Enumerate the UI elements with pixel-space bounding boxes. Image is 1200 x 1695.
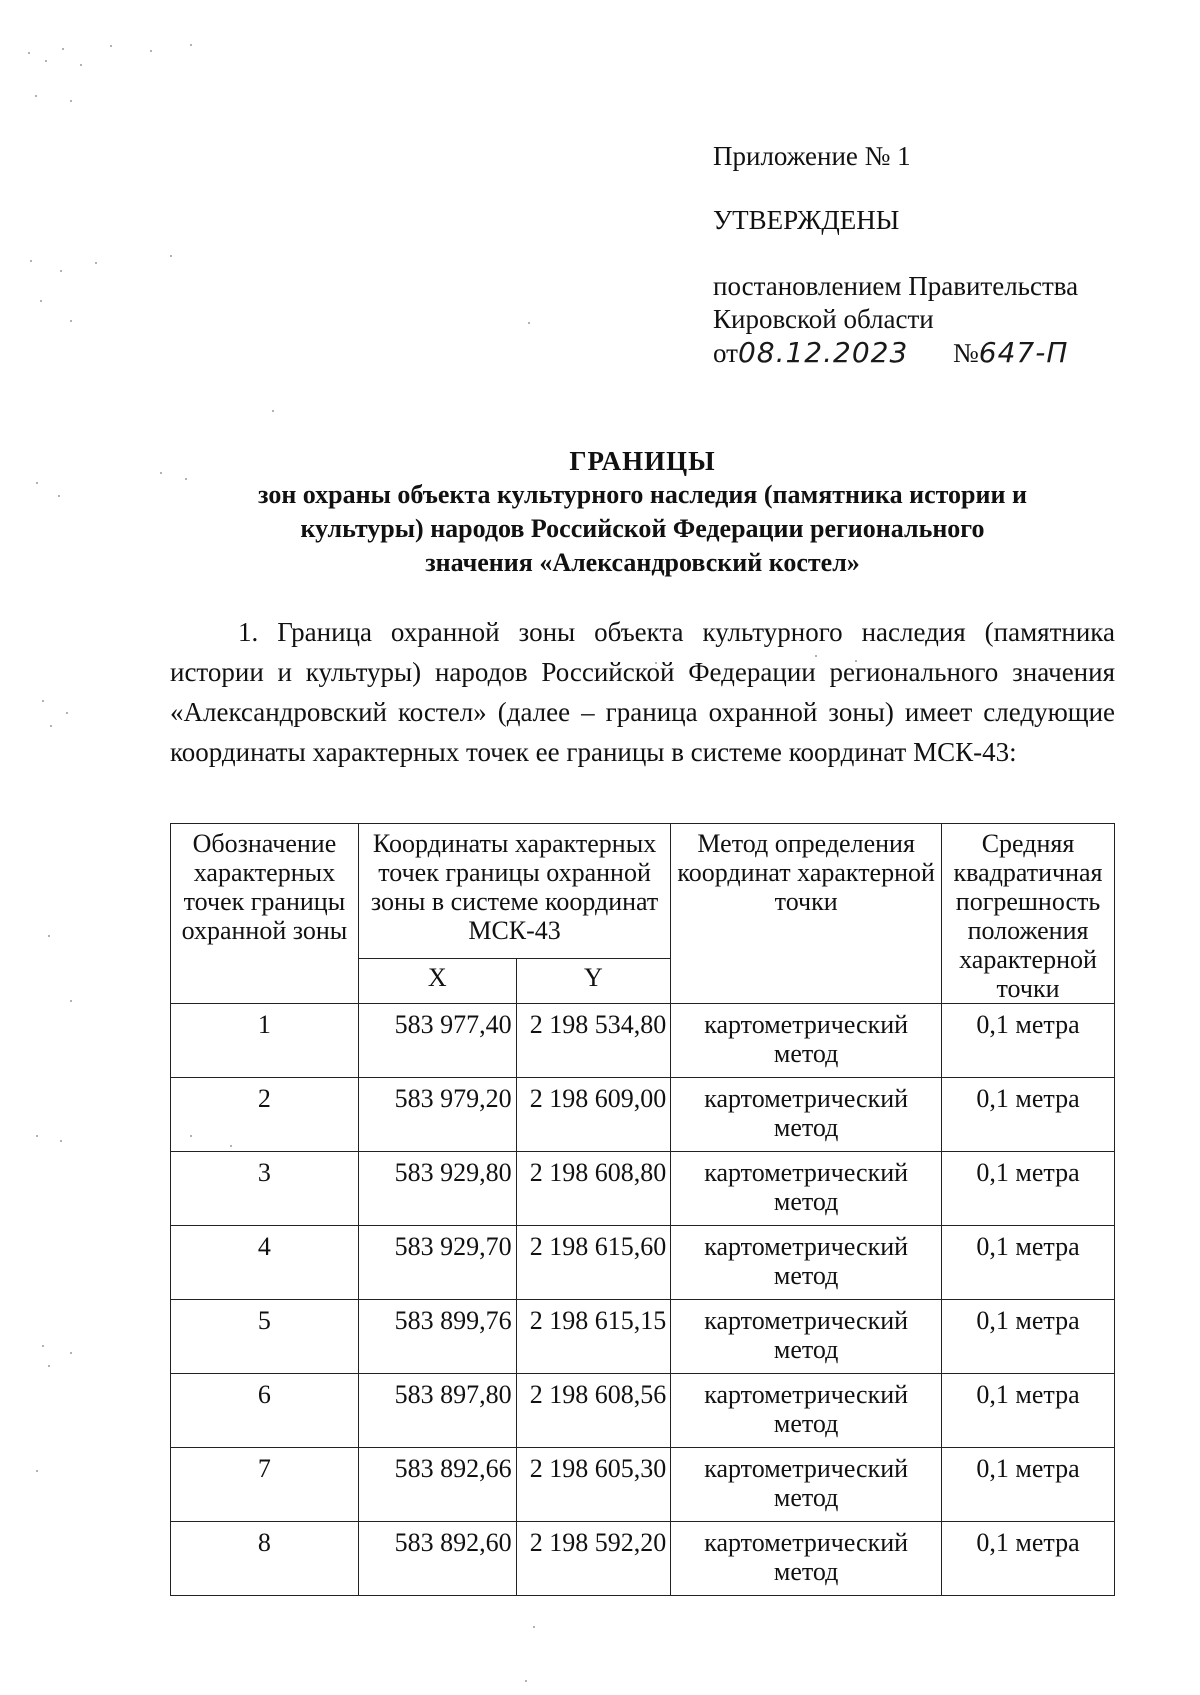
- approved-label: УТВЕРЖДЕНЫ: [713, 205, 900, 235]
- cell-error: 0,1 метра: [942, 1004, 1115, 1078]
- header-error: Средняя квадратичная погрешность положения характерной точки: [942, 824, 1115, 1004]
- cell-y: 2 198 608,56: [516, 1374, 671, 1448]
- table-row: [171, 1152, 1115, 1226]
- cell-point: 3: [171, 1152, 359, 1226]
- cell-point: 2: [171, 1078, 359, 1152]
- cell-method: картометрический метод: [671, 1226, 942, 1300]
- cell-y: 2 198 608,80: [516, 1152, 671, 1226]
- cell-x: 583 892,60: [358, 1522, 516, 1596]
- cell-error: 0,1 метра: [942, 1300, 1115, 1374]
- decree-date-number: [713, 336, 1133, 370]
- title-line-3: значения «Александровский костел»: [425, 548, 860, 577]
- header-x: X: [358, 959, 516, 1004]
- number-label: №: [953, 338, 979, 368]
- cell-error: 0,1 метра: [942, 1374, 1115, 1448]
- table-row: [171, 1004, 1115, 1078]
- cell-error: 0,1 метра: [942, 1226, 1115, 1300]
- appendix-header: [713, 140, 1133, 370]
- cell-method: картометрический метод: [671, 1152, 942, 1226]
- cell-x: 583 899,76: [358, 1300, 516, 1374]
- handwritten-number: 647-П: [978, 336, 1069, 369]
- from-label: от: [713, 338, 738, 368]
- cell-point: 7: [171, 1448, 359, 1522]
- table-row: [171, 1226, 1115, 1300]
- cell-error: 0,1 метра: [942, 1448, 1115, 1522]
- handwritten-date: 08.12.2023: [737, 336, 909, 369]
- cell-y: 2 198 615,15: [516, 1300, 671, 1374]
- cell-x: 583 977,40: [358, 1004, 516, 1078]
- title-line-1: зон охраны объекта культурного наследия (памятника истории и: [258, 480, 1027, 509]
- cell-x: 583 929,80: [358, 1152, 516, 1226]
- title-line-2: культуры) народов Российской Федерации регионального: [300, 514, 985, 543]
- cell-x: 583 979,20: [358, 1078, 516, 1152]
- cell-y: 2 198 592,20: [516, 1522, 671, 1596]
- table-header-row: [171, 824, 1115, 959]
- table-row: [171, 1522, 1115, 1596]
- cell-y: 2 198 609,00: [516, 1078, 671, 1152]
- appendix-label: Приложение № 1: [713, 141, 911, 171]
- cell-point: 1: [171, 1004, 359, 1078]
- paragraph-1: 1. Граница охранной зоны объекта культурного наследия (памятника истории и культуры) народов Российской Федерации регионального значения «Александровский костел» (далее – граница охранной зоны) имеет следующие координаты характерных точек ее границы в системе координат МСК-43:: [170, 617, 1115, 767]
- cell-x: 583 929,70: [358, 1226, 516, 1300]
- header-y: Y: [516, 959, 671, 1004]
- header-method: Метод определения координат характерной точки: [671, 824, 942, 1004]
- cell-method: картометрический метод: [671, 1078, 942, 1152]
- cell-error: 0,1 метра: [942, 1078, 1115, 1152]
- cell-y: 2 198 605,30: [516, 1448, 671, 1522]
- cell-y: 2 198 534,80: [516, 1004, 671, 1078]
- table-row: [171, 1448, 1115, 1522]
- cell-y: 2 198 615,60: [516, 1226, 671, 1300]
- table-row: [171, 1374, 1115, 1448]
- header-coordinates: Координаты характерных точек границы охранной зоны в системе координат МСК-43: [358, 824, 670, 959]
- table-row: [171, 1078, 1115, 1152]
- cell-point: 6: [171, 1374, 359, 1448]
- cell-point: 8: [171, 1522, 359, 1596]
- cell-x: 583 892,66: [358, 1448, 516, 1522]
- cell-method: картометрический метод: [671, 1448, 942, 1522]
- cell-error: 0,1 метра: [942, 1522, 1115, 1596]
- cell-error: 0,1 метра: [942, 1152, 1115, 1226]
- cell-method: картометрический метод: [671, 1004, 942, 1078]
- table-row: [171, 1300, 1115, 1374]
- header-point-designation: Обозначение характерных точек границы охранной зоны: [171, 824, 359, 1004]
- document-title: [170, 444, 1115, 580]
- cell-method: картометрический метод: [671, 1374, 942, 1448]
- cell-point: 5: [171, 1300, 359, 1374]
- cell-point: 4: [171, 1226, 359, 1300]
- decree-line-1: постановлением Правительства: [713, 271, 1079, 301]
- coordinates-table: [170, 823, 1115, 1596]
- cell-method: картометрический метод: [671, 1522, 942, 1596]
- cell-x: 583 897,80: [358, 1374, 516, 1448]
- cell-method: картометрический метод: [671, 1300, 942, 1374]
- title-main: ГРАНИЦЫ: [569, 446, 716, 476]
- decree-line-2: Кировской области: [713, 304, 934, 334]
